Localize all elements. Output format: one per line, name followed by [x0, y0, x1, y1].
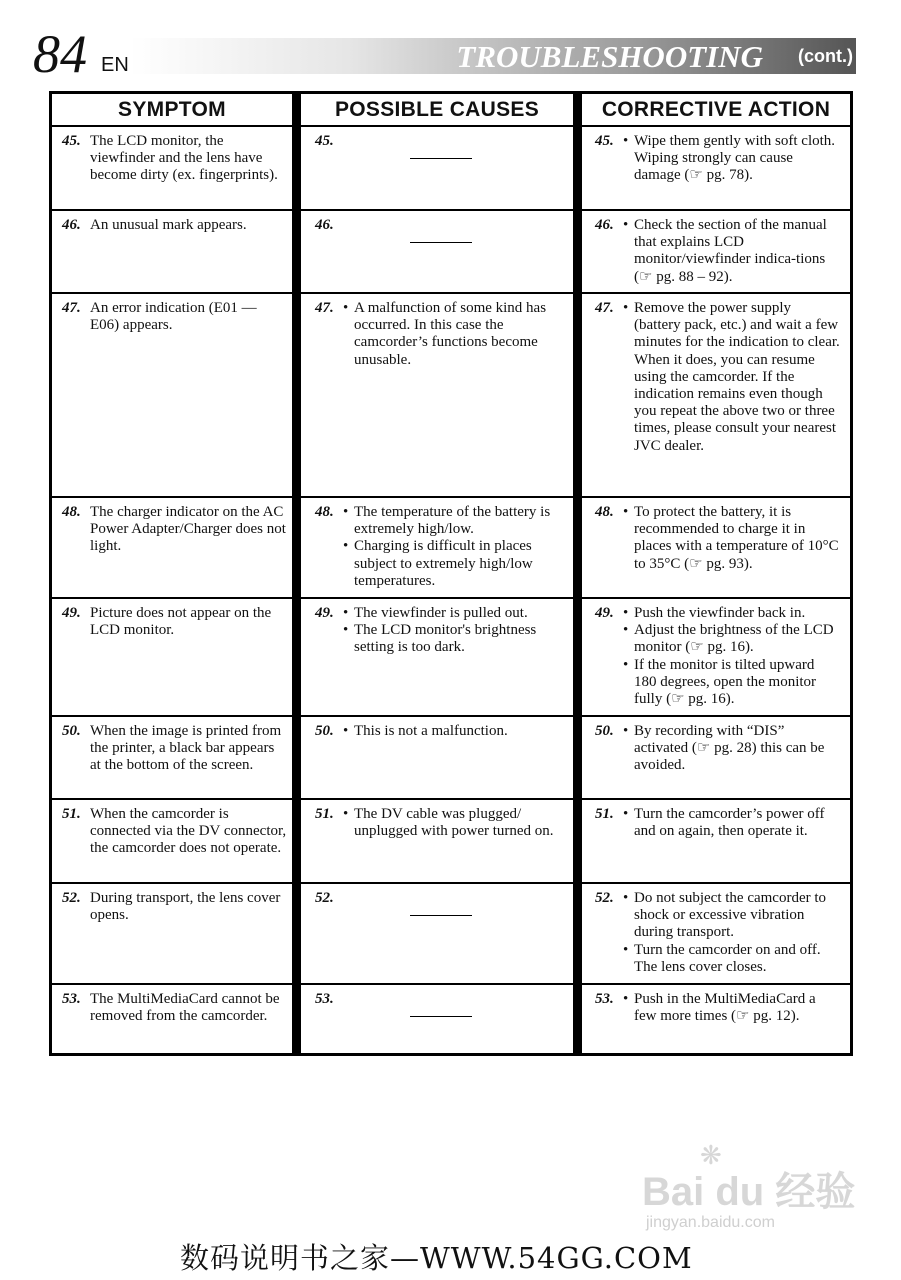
action-item: • Do not subject the camcorder to shock or excessive vibration during transport.	[623, 890, 840, 942]
row-divider	[301, 125, 573, 127]
row-number: 50.	[595, 723, 614, 739]
symptom-text: When the camcorder is connected via the DV connector, the camcorder does not operate.	[90, 806, 287, 857]
not-applicable-dash	[410, 915, 472, 916]
row-number: 52.	[62, 890, 81, 906]
cause-item: • The temperature of the battery is extremely high/low.	[343, 504, 565, 538]
actions-list	[623, 723, 840, 775]
row-number: 46.	[62, 217, 81, 233]
symptom-cell	[62, 133, 288, 185]
row-divider	[582, 798, 850, 800]
row-number: 48.	[315, 504, 334, 520]
action-cell	[595, 605, 840, 708]
row-number: 51.	[62, 806, 81, 822]
symptom-cell	[62, 605, 288, 639]
cause-item: • Charging is difficult in places subject to extremely high/low temperatures.	[343, 538, 565, 590]
action-item: • Turn the camcorder on and off. The lens cover closes.	[623, 942, 840, 976]
row-divider	[582, 292, 850, 294]
symptom-cell	[62, 300, 288, 334]
action-item: • Wipe them gently with soft cloth. Wiping strongly can cause damage (☞ pg. 78).	[623, 133, 840, 185]
causes-cell	[315, 300, 565, 369]
action-item: • Check the section of the manual that explains LCD monitor/viewfinder indica-tions (☞ pg. 88 – 92).	[623, 217, 840, 286]
page-number: 84	[33, 24, 87, 84]
symptom-cell	[62, 504, 288, 556]
row-number: 45.	[595, 133, 614, 149]
row-number: 45.	[62, 133, 81, 149]
symptom-cell	[62, 890, 288, 924]
symptom-cell	[62, 991, 288, 1025]
row-number: 50.	[62, 723, 81, 739]
action-cell	[595, 991, 840, 1025]
action-item: • Remove the power supply (battery pack, etc.) and wait a few minutes for the indication to clear. When it does, you can resume using the camcorder. If the indication remains even though you repeat the above two or three times, please consult your nearest JVC dealer.	[623, 300, 840, 455]
action-cell	[595, 133, 840, 185]
row-divider	[52, 882, 292, 884]
row-divider	[301, 715, 573, 717]
causes-list	[343, 300, 565, 369]
action-item: • Turn the camcorder’s power off and on again, then operate it.	[623, 806, 840, 840]
cause-item: • The LCD monitor's brightness setting is too dark.	[343, 622, 565, 656]
row-number: 53.	[62, 991, 81, 1007]
row-number: 46.	[315, 217, 334, 233]
cause-item: • The DV cable was plugged/ unplugged with power turned on.	[343, 806, 565, 840]
symptom-text: The MultiMediaCard cannot be removed from the camcorder.	[90, 991, 280, 1025]
action-item: • By recording with “DIS” activated (☞ pg. 28) this can be avoided.	[623, 723, 840, 775]
row-divider	[582, 597, 850, 599]
footer-text: 数码说明书之家—WWW.54GG.COM	[180, 1241, 693, 1275]
action-item: • Push the viewfinder back in.	[623, 605, 840, 622]
row-divider	[582, 125, 850, 127]
action-cell	[595, 890, 840, 976]
row-divider	[301, 983, 573, 985]
row-number: 50.	[315, 723, 334, 739]
causes-list	[343, 504, 565, 590]
row-number: 47.	[595, 300, 614, 316]
row-number: 52.	[315, 890, 334, 906]
action-item: • Push in the MultiMediaCard a few more times (☞ pg. 12).	[623, 991, 840, 1025]
row-divider	[582, 209, 850, 211]
causes-cell	[315, 806, 565, 840]
row-divider	[582, 715, 850, 717]
actions-list	[623, 991, 840, 1025]
row-divider	[52, 983, 292, 985]
action-cell	[595, 300, 840, 455]
row-divider	[301, 882, 573, 884]
row-number: 49.	[595, 605, 614, 621]
actions-list	[623, 300, 840, 455]
symptom-text: During transport, the lens cover opens.	[90, 890, 281, 924]
watermark-paw-icon: ❋	[700, 1140, 722, 1170]
page-language-suffix: EN	[101, 54, 129, 76]
symptom-cell	[62, 217, 288, 234]
cause-item: • The viewfinder is pulled out.	[343, 605, 565, 622]
row-number: 49.	[62, 605, 81, 621]
row-number: 52.	[595, 890, 614, 906]
causes-cell	[315, 504, 565, 590]
cause-item: • A malfunction of some kind has occurred. In this case the camcorder’s functions become unusable.	[343, 300, 565, 369]
page-title: TROUBLESHOOTING	[456, 39, 763, 74]
symptom-text: Picture does not appear on the LCD monitor.	[90, 605, 272, 639]
row-divider	[52, 798, 292, 800]
actions-list	[623, 504, 840, 573]
row-number: 51.	[315, 806, 334, 822]
action-cell	[595, 504, 840, 573]
row-number: 51.	[595, 806, 614, 822]
row-number: 53.	[595, 991, 614, 1007]
symptom-text: The charger indicator on the AC Power Adapter/Charger does not light.	[90, 504, 286, 555]
row-divider	[52, 292, 292, 294]
causes-cell	[315, 723, 565, 740]
row-number: 45.	[315, 133, 334, 149]
row-divider	[301, 597, 573, 599]
row-divider	[52, 209, 292, 211]
row-divider	[301, 798, 573, 800]
row-number: 48.	[595, 504, 614, 520]
causes-list	[343, 605, 565, 657]
row-divider	[582, 983, 850, 985]
symptom-text: An unusual mark appears.	[90, 217, 247, 233]
symptom-text: The LCD monitor, the viewfinder and the lens have become dirty (ex. fingerprints).	[90, 133, 278, 184]
actions-list	[623, 806, 840, 840]
row-divider	[52, 125, 292, 127]
row-number: 46.	[595, 217, 614, 233]
page-title-cont: (cont.)	[798, 46, 853, 66]
column-header-symptom: SYMPTOM	[118, 98, 226, 121]
row-number: 53.	[315, 991, 334, 1007]
cause-item: • This is not a malfunction.	[343, 723, 565, 740]
row-number: 47.	[315, 300, 334, 316]
action-item: • Adjust the brightness of the LCD monitor (☞ pg. 16).	[623, 622, 840, 656]
not-applicable-dash	[410, 1016, 472, 1017]
not-applicable-dash	[410, 158, 472, 159]
column-separator	[292, 91, 301, 1056]
actions-list	[623, 890, 840, 976]
row-divider	[52, 496, 292, 498]
row-number: 48.	[62, 504, 81, 520]
row-divider	[52, 597, 292, 599]
symptom-cell	[62, 723, 288, 775]
row-divider	[301, 209, 573, 211]
actions-list	[623, 605, 840, 708]
row-divider	[582, 882, 850, 884]
symptom-text: An error indication (E01 — E06) appears.	[90, 300, 257, 334]
row-number: 49.	[315, 605, 334, 621]
not-applicable-dash	[410, 242, 472, 243]
action-item: • To protect the battery, it is recommended to charge it in places with a temperature of 10°C to 35°C (☞ pg. 93).	[623, 504, 840, 573]
row-divider	[301, 496, 573, 498]
action-cell	[595, 806, 840, 840]
watermark-logo: Bai du 经验	[642, 1170, 856, 1214]
row-number: 47.	[62, 300, 81, 316]
actions-list	[623, 217, 840, 286]
actions-list	[623, 133, 840, 185]
column-header-causes: POSSIBLE CAUSES	[334, 98, 540, 121]
column-separator	[573, 91, 582, 1056]
action-cell	[595, 723, 840, 775]
action-item: • If the monitor is tilted upward 180 degrees, open the monitor fully (☞ pg. 16).	[623, 657, 840, 709]
row-divider	[582, 496, 850, 498]
causes-list	[343, 723, 565, 740]
row-divider	[301, 292, 573, 294]
symptom-text: When the image is printed from the printer, a black bar appears at the bottom of the screen.	[90, 723, 282, 774]
row-divider	[52, 715, 292, 717]
causes-cell	[315, 605, 565, 657]
watermark-url: jingyan.baidu.com	[646, 1214, 775, 1231]
column-header-action: CORRECTIVE ACTION	[601, 98, 831, 121]
action-cell	[595, 217, 840, 286]
causes-list	[343, 806, 565, 840]
symptom-cell	[62, 806, 288, 858]
